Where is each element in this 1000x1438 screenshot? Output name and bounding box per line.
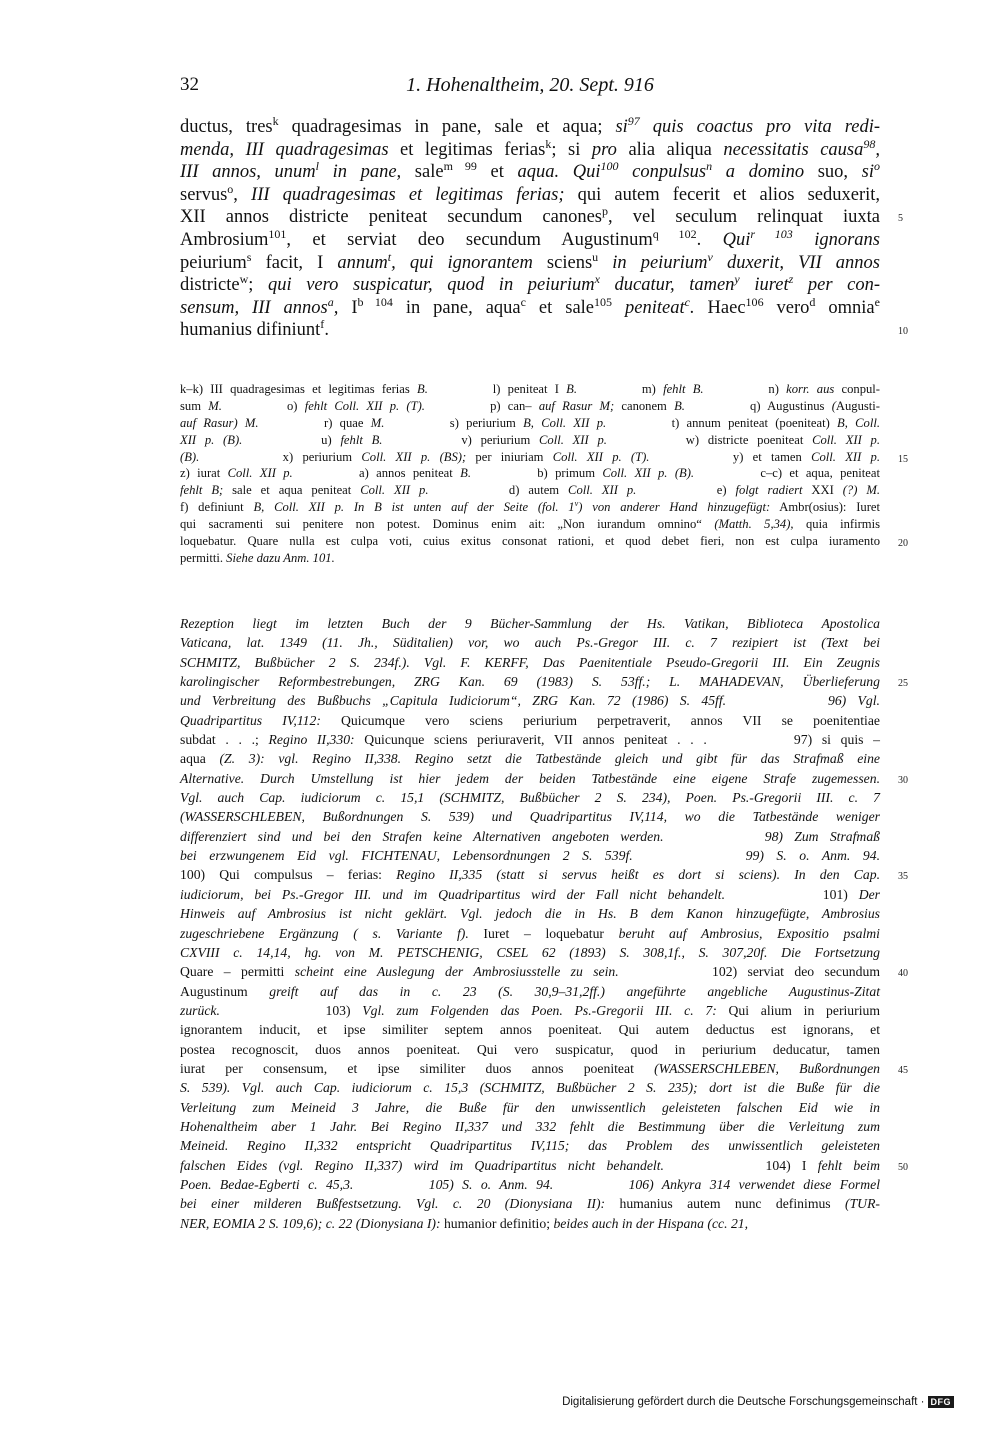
text-line: auf Rasur) M. r) quae M. s) periurium B, Coll. XII p. t) annum peniteat (poeniteat) B, Coll. [180,415,881,430]
text-line: XII annos districte peniteat secundum canones$^p$, vel seculum relinquat iuxta [180,204,880,228]
footer-credit [562,1396,954,1408]
text-line: Poen. Bedae-Egberti c. 45,3. 105) S. o. Anm. 94. 106) Ankyra 314 verwendet diese Formel [180,1176,881,1192]
text-line: zurück. 103) Vgl. zum Folgenden das Poen. Ps.-Gregorii III. c. 7: Qui alium in periurium [180,1002,881,1018]
text-line: zugeschriebene Ergänzung ( s. Variante f). Iuret – loquebatur beruht auf Ambrosius, Expositio psalmi [180,925,880,941]
text-line: Ambrosium$^{101}$, et serviat deo secundum Augustinum$^{q 102}$. Qui$^{r 103}$ ignorans [180,226,880,250]
text-line: loquebatur. Quare nulla est culpa voti, cuius exitus consonat rationi, et quod debet fieri, non est culpa iuramento [180,534,880,549]
text-line: Quare – permitti scheint eine Auslegung der Ambrosiusstelle zu sein. 102) serviat deo secundum [180,964,880,980]
text-line: Vgl. auch Cap. iudiciorum c. 15,1 (SCHMITZ, Bußbücher 2 S. 234), Poen. Ps.-Gregorii III. c. 7 [180,790,880,806]
text-line: CXVIII c. 14,14, hg. von M. PETSCHENIG, CSEL 62 (1893) S. 308,1f., S. 307,20f. Die Fortsetzung [180,944,880,960]
margin-line-number: 30 [898,774,908,786]
text-line: servus$^o$, III quadragesimas et legitimas ferias; qui autem fecerit et alios seduxerit, [180,181,881,205]
commentary-notes [180,614,880,1233]
text-line: S. 539). Vgl. auch Cap. iudiciorum c. 15,3 (SCHMITZ, Bußbücher 2 S. 235); dort ist die Buße für die [180,1080,880,1096]
text-line: Verleitung zum Meineid 3 Jahre, die Buße für den unwissentlich geleisteten falschen Eid wie in [180,1099,880,1115]
margin-line-number: 40 [898,968,908,980]
dfg-logo: DFG [928,1396,955,1408]
text-line: iurat per consensum, et ipse similiter duos annos poeniteat (WASSERSCHLEBEN, Bußordnungen [180,1060,880,1076]
text-line: subdat . . .; Regino II,330: Quicunque sciens periuraverit, VII annos peniteat . . . 97) si quis – [180,732,881,748]
margin-line-number: 5 [898,213,903,225]
page-number: 32 [180,74,199,95]
text-line: Hohenaltheim aber 1 Jahr. Bei Regino II,337 und 332 fehlt die Bestimmung über die Verleitung zum [180,1118,880,1134]
text-line: XII p. (B). u) fehlt B. v) periurium Coll. XII p. w) districte poeniteat Coll. XII p. [180,432,880,447]
margin-line-number: 20 [898,538,908,550]
text-line: (WASSERSCHLEBEN, Bußordnungen S. 539) und Quadripartitus IV,114, wo die Tatbestände weniger [180,809,880,825]
text-line: bei erzwungenem Eid vgl. FICHTENAU, Lebensordnungen 2 S. 539f. 99) S. o. Anm. 94. [180,848,880,864]
text-line: fehlt B; sale et aqua peniteat Coll. XII p. d) autem Coll. XII p. e) folgt radiert XXI (?) M. [180,483,880,498]
text-line: districte$^w$; qui vero suspicatur, quod in peiurium$^x$ ducatur, tamen$^y$ iuret$^z$ per con- [180,272,880,296]
text-line: z) iurat Coll. XII p. a) annos peniteat B. b) primum Coll. XII p. (B). c–c) et aqua, peniteat [180,466,880,481]
text-line: III annos, unum$^l$ in pane, sale$^{m 99}$ et aqua. Qui$^{100}$ conpulsus$^n$ a domino suo, $si^o$ [180,159,881,183]
text-line: permitti. Siehe dazu Anm. 101. [180,550,335,565]
text-line: iudiciorum, bei Ps.-Gregor III. und im Quadripartitus wird der Fall nicht behandelt. 101) Der [180,886,881,902]
text-line: aqua (Z. 3): vgl. Regino II,338. Regino setzt die Tatbestände gleich und gibt für das Strafmaß eine [180,751,880,767]
text-line: menda, III quadragesimas et legitimas ferias$^k$; si pro alia aliqua necessitatis causa$^{98}$, [180,136,881,160]
margin-line-number: 25 [898,677,908,689]
text-line: falschen Eides (vgl. Regino II,337) wird im Quadripartitus nicht behandelt. 104) I fehlt beim [180,1157,880,1173]
footer-credit-text: Digitalisierung gefördert durch die Deutsche Forschungsgemeinschaft · [562,1396,925,1408]
text-line: Vaticana, lat. 1349 (11. Jh., Süditalien) vor, wo auch Ps.-Gregor III. c. 7 rezipiert ist (Text bei [180,635,880,651]
text-line: und Verbreitung des Bußbuchs „Capitula Iudiciorum“, ZRG Kan. 72 (1986) S. 45ff. 96) Vgl. [180,693,880,709]
text-line: sum M. o) fehlt Coll. XII p. (T). p) can– auf Rasur M; canonem B. q) Augustinus (Augusti- [180,398,880,413]
text-line: Quadripartitus IV,112: Quicumque vero sciens periurium perpetraverit, annos VII se poenitentiae [180,712,880,728]
margin-line-number: 10 [898,326,908,338]
margin-line-number: 50 [898,1161,908,1173]
margin-line-number: 45 [898,1064,908,1076]
text-line: differenziert sind und bei den Strafen keine Alternativen angeboten werden. 98) Zum Strafmaß [180,828,881,844]
text-line: SCHMITZ, Bußbücher 2 S. 234f.). Vgl. F. KERFF, Das Paenitentiale Pseudo-Gregorii III. Ein Zeugnis [180,654,880,670]
text-line: bei einer milderen Bußfestsetzung. Vgl. c. 20 (Dionysiana II): humanius autem nunc definimus (TUR- [180,1196,880,1212]
margin-line-number: 15 [898,453,908,465]
text-line: Augustinum greift auf das in c. 23 (S. 30,9–31,2ff.) angeführte angebliche Augustinus-Zitat [180,983,880,999]
main-text-block [180,113,881,342]
text-line: karolingischer Reformbestrebungen, ZRG Kan. 69 (1983) S. 53ff.; L. MAHADEVAN, Überlieferung [180,674,880,690]
text-line: qui sacramenti sui penitere non potest. Dominus enim ait: „Non iurandum omnino“ (Matth. 5,34), quia infirmis [180,517,880,532]
text-line: humanius difiniunt$^f$. [180,317,329,341]
text-line: sensum, III annos$^a$, $I^{b 104}$ in pane, aqua$^c$ et sale$^{105}$ peniteat$^c$. Haec$^{106}$ vero$^d$ omnia$^e$ [180,294,880,318]
text-line: Rezeption liegt im letzten Buch der 9 Bücher-Sammlung der Hs. Vatikan, Biblioteca Apostolica [180,616,880,631]
text-line: 100) Qui compulsus – ferias: Regino II,335 (statt si servus heißt es dort si sciens). In den Cap. [180,867,880,883]
text-line: f) definiunt B, Coll. XII p. In B ist unten auf der Seite (fol. 1$^v$) von anderer Hand hinzugefügt: Ambr(osius): Iuret [180,499,880,515]
margin-line-number: 35 [898,871,908,883]
running-title: 1. Hohenaltheim, 20. Sept. 916 [406,74,654,96]
text-line: NER, EOMIA 2 S. 109,6); c. 22 (Dionysiana I): humanior definitio; beides auch in der Hispana (cc. 21, [180,1215,749,1231]
text-line: ignorantem inducit, et ipse similiter septem annos poeniteat. Qui autem deductus est ignorans, et [180,1022,880,1038]
text-line: k–k) III quadragesimas et legitimas ferias B. l) peniteat I B. m) fehlt B. n) korr. aus conpul- [180,382,880,396]
text-line: Meineid. Regino II,332 entspricht Quadripartitus IV,115; das Problem des unwissentlich geleisteten [180,1138,880,1154]
text-line: peiurium$^s$ facit, I annum$^t$, qui ignorantem sciens$^u$ in peiurium$^v$ duxerit, VII annos [180,249,880,273]
text-line: postea recognoscit, duos annos poeniteat. Qui vero suspicatur, quod in periurium deducatur, tamen [180,1041,880,1057]
text-line: Hinweis auf Ambrosius ist nicht geklärt. Vgl. jedoch die in Hs. B dem Kanon hinzugefügte, Ambrosius [180,906,880,922]
critical-apparatus [180,381,880,567]
text-line: Alternative. Durch Umstellung ist hier jedem der beiden Tatbestände eine eigene Strafe zugemessen. [180,770,880,786]
text-line: (B). x) periurium Coll. XII p. (BS); per iniuriam Coll. XII p. (T). y) et tamen Coll. XII p. [180,449,881,464]
text-line: ductus, tres$^k$ quadragesimas in pane, sale et aqua; $si^{97}$ quis coactus pro vita redi- [180,113,881,137]
